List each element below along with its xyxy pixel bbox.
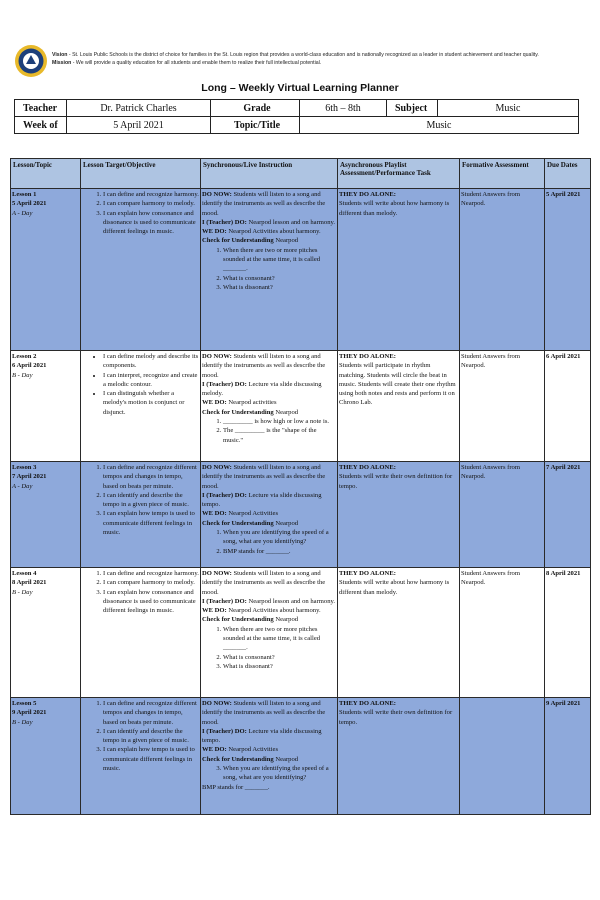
they-do-text: Students will write their own definition for tempo. [339,709,453,726]
grade-label: Grade [211,100,300,117]
subject-label: Subject [387,100,438,117]
check-label: Check for Understanding [202,408,274,416]
check-list [202,625,336,671]
lesson-name: Lesson 3 [12,464,37,471]
planner-table [10,158,591,815]
lesson-date: 6 April 2021 [12,362,47,370]
col-header-formative: Formative Assessment [460,159,545,189]
lesson-day: A - Day [12,209,33,217]
we-do-label: WE DO: [202,399,227,407]
mission-label: Mission [52,59,72,66]
i-do-text: Lecture via slide discussing tempo. [202,491,322,509]
check-item: 1. When you are identifying the speed of a song, what are you identifying? [223,528,336,547]
i-do-text: Nearpod lesson and on harmony. [248,597,336,605]
teacher-label: Teacher [15,100,67,117]
they-do-text: Students will write about how harmony is different than melody. [339,579,450,596]
we-do-text: Nearpod Activities [228,510,279,518]
they-do-text: Students will participate in rhythm matching. Students will circle the beat in music. Students will create their one rhythm using both notes and rests and perform it on Chrono Lab. [339,362,456,407]
check-item: 2. BMP stands for _______. [223,547,336,556]
do-now-text: Students will listen to a song and identify the instruments as well as describe the mood. [202,464,326,490]
teacher-value: Dr. Patrick Charles [67,100,211,117]
they-do-label: THEY DO ALONE: [339,700,396,707]
lesson-date: 7 April 2021 [12,473,47,481]
check-list [202,246,336,292]
district-logo-icon [14,44,48,78]
check-item: 3. What is dissonant? [223,662,336,671]
target-item: 1. I can define and recognize different tempos and changes in tempo, based on beats per minute. [103,699,199,727]
lesson-day: B - Day [12,588,33,596]
target-item: 2. I can compare harmony to melody. [103,578,199,587]
target-item: 1. I can define and recognize different tempos and changes in tempo, based on beats per minute. [103,463,199,491]
target-item: • I can distinguish whether a melody's motion is conjunct or disjunct. [103,389,199,417]
vision-label: Vision [52,52,68,58]
we-do-label: WE DO: [202,607,227,615]
target-item: 1. I can define and recognize harmony. [103,190,199,199]
col-header-async: Asynchronous Playlist Assessment/Performance Task [338,159,460,189]
target-item: 3. I can explain how consonance and dissonance is used to communicate different feelings in music. [103,588,199,616]
do-now-label: DO NOW: [202,353,232,360]
target-list [82,190,199,236]
check-item: 2. The _________ is the "shape of the music." [223,426,336,445]
lesson-row [11,351,591,462]
target-item: • I can interpret, recognize and create a melodic contour. [103,371,199,390]
info-table [14,99,579,134]
target-item: 2. I can compare harmony to melody. [103,199,199,208]
i-do-label: I (Teacher) DO: [202,380,247,388]
check-text: Nearpod [275,519,299,527]
do-now-text: Students will listen to a song and identify the instruments as well as describe the mood. [202,700,326,726]
lesson-name: Lesson 2 [12,353,37,360]
do-now-label: DO NOW: [202,464,232,471]
week-value: 5 April 2021 [67,117,211,134]
check-item: 3. What is dissonant? [223,283,336,292]
formative-text: Student Answers from Nearpod. [460,189,545,351]
we-do-text: Nearpod Activities [228,746,279,754]
check-list [202,528,336,556]
col-header-due: Due Dates [545,159,591,189]
lesson-day: B - Day [12,718,33,726]
check-item: 1. When there are two or more pitches sounded at the same time, it is called _______. [223,246,336,274]
check-label: Check for Understanding [202,755,274,763]
target-item: • I can define melody and describe its components. [103,352,199,371]
lesson-name: Lesson 5 [12,700,37,707]
vision-text: - St. Louis Public Schools is the district of choice for families in the St. Louis region that provides a world-class education and is nationally recognized as a leader in student achievement and teacher quality. [67,52,539,58]
target-item: 2. I can identify and describe the tempo in a given piece of music. [103,491,199,510]
check-label: Check for Understanding [202,519,274,527]
i-do-text: Lecture via slide discussing tempo. [202,727,322,745]
lesson-day: B - Day [12,371,33,379]
they-do-text: Students will write their own definition for tempo. [339,473,453,490]
check-text: Nearpod [275,616,299,624]
they-do-label: THEY DO ALONE: [339,191,396,198]
subject-value: Music [438,100,579,117]
check-item: 3. When you are identifying the speed of a song, what are you identifying? [223,764,336,783]
col-header-sync: Synchronous/Live Instruction [201,159,338,189]
target-list [82,699,199,773]
bmp-line: BMP stands for _______. [202,783,270,791]
grade-value: 6th – 8th [300,100,387,117]
do-now-label: DO NOW: [202,570,232,577]
they-do-text: Students will write about how harmony is different than melody. [339,200,450,217]
lesson-row [11,462,591,568]
we-do-text: Nearpod Activities about harmony. [228,607,321,615]
target-list [82,463,199,537]
week-label: Week of [15,117,67,134]
check-text: Nearpod [275,237,299,245]
col-header-lesson: Lesson/Topic [11,159,81,189]
check-label: Check for Understanding [202,616,274,624]
target-item: 3. I can explain how consonance and dissonance is used to communicate different feelings in music. [103,209,199,237]
topic-label: Topic/Title [211,117,300,134]
due-date: 5 April 2021 [545,189,591,351]
i-do-text: Lecture via slide discussing melody. [202,380,322,398]
check-item: 1. When there are two or more pitches sounded at the same time, it is called _______. [223,625,336,653]
formative-text: Student Answers from Nearpod. [460,462,545,568]
lesson-name: Lesson 1 [12,191,37,198]
planner-header-row [11,159,591,189]
do-now-text: Students will listen to a song and identify the instruments as well as describe the mood. [202,570,326,596]
check-item: 2. What is consonant? [223,653,336,662]
do-now-label: DO NOW: [202,700,232,707]
we-do-label: WE DO: [202,746,227,754]
i-do-label: I (Teacher) DO: [202,727,247,735]
check-text: Nearpod [275,408,299,416]
due-date: 6 April 2021 [545,351,591,462]
check-list [202,764,336,783]
page-title: Long – Weekly Virtual Learning Planner [201,82,399,94]
we-do-text: Nearpod activities [228,399,277,407]
target-item: 3. I can explain how tempo is used to communicate different feelings in music. [103,745,199,773]
i-do-label: I (Teacher) DO: [202,597,247,605]
i-do-label: I (Teacher) DO: [202,491,247,499]
lesson-name: Lesson 4 [12,570,37,577]
we-do-label: WE DO: [202,510,227,518]
formative-text: Student Answers from Nearpod. [460,351,545,462]
lesson-row [11,568,591,698]
they-do-label: THEY DO ALONE: [339,570,396,577]
target-list [82,569,199,615]
check-item: 1. _________ is how high or low a note is. [223,417,336,426]
check-label: Check for Understanding [202,237,274,245]
lesson-date: 8 April 2021 [12,579,47,587]
topic-value: Music [300,117,579,134]
do-now-label: DO NOW: [202,191,232,198]
i-do-label: I (Teacher) DO: [202,218,247,226]
due-date: 7 April 2021 [545,462,591,568]
check-text: Nearpod [275,755,299,763]
do-now-text: Students will listen to a song and identify the instruments as well as describe the mood. [202,353,326,379]
page-header [14,44,594,84]
they-do-label: THEY DO ALONE: [339,464,396,471]
lesson-date: 9 April 2021 [12,709,47,717]
target-item: 3. I can explain how tempo is used to communicate different feelings in music. [103,509,199,537]
due-date: 9 April 2021 [545,698,591,815]
lesson-row [11,698,591,815]
target-item: 1. I can define and recognize harmony. [103,569,199,578]
formative-text [460,698,545,815]
formative-text: Student Answers from Nearpod. [460,568,545,698]
due-date: 8 April 2021 [545,568,591,698]
lesson-day: A - Day [12,482,33,490]
target-item: 2. I can identify and describe the tempo in a given piece of music. [103,727,199,746]
mission-text: - We will provide a quality education for all students and enable them to realize their full intellectual potential. [71,59,322,66]
they-do-label: THEY DO ALONE: [339,353,396,360]
lesson-row [11,189,591,351]
mission-vision-text [52,52,597,67]
i-do-text: Nearpod lesson and on harmony. [248,218,336,226]
col-header-target: Lesson Target/Objective [81,159,201,189]
we-do-label: WE DO: [202,228,227,236]
we-do-text: Nearpod Activities about harmony. [228,228,321,236]
check-list [202,417,336,445]
do-now-text: Students will listen to a song and identify the instruments as well as describe the mood. [202,191,326,217]
lesson-date: 5 April 2021 [12,200,47,208]
target-list [82,352,199,417]
check-item: 2. What is consonant? [223,274,336,283]
